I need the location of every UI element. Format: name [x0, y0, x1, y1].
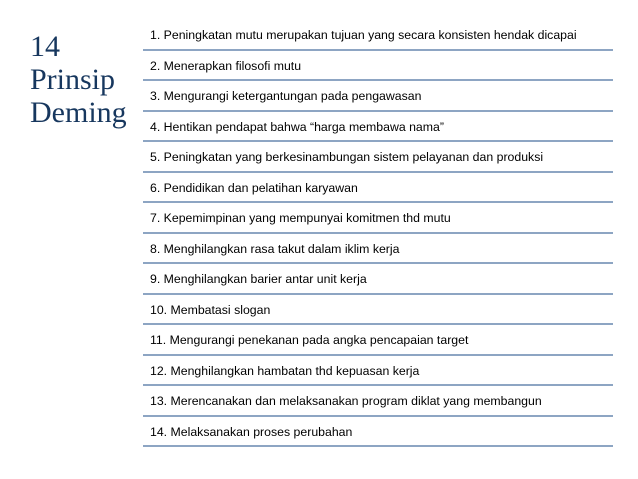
list-item: 11. Mengurangi penekanan pada angka pencapaian target: [143, 325, 613, 356]
list-item: 3. Mengurangi ketergantungan pada pengawasan: [143, 81, 613, 112]
slide-title-line-2: Prinsip: [30, 63, 116, 96]
list-item: 2. Menerapkan filosofi mutu: [143, 51, 613, 82]
slide-title-line-1: 14: [30, 30, 60, 63]
list-item: 5. Peningkatan yang berkesinambungan sistem pelayanan dan produksi: [143, 142, 613, 173]
list-item: 1. Peningkatan mutu merupakan tujuan yang secara konsisten hendak dicapai: [143, 20, 613, 51]
list-item: 4. Hentikan pendapat bahwa “harga membawa nama”: [143, 112, 613, 143]
list-item: 8. Menghilangkan rasa takut dalam iklim kerja: [143, 234, 613, 265]
list-item: 12. Menghilangkan hambatan thd kepuasan kerja: [143, 356, 613, 387]
slide-title-line-3: Deming: [30, 96, 127, 129]
list-item: 10. Membatasi slogan: [143, 295, 613, 326]
list-item: 13. Merencanakan dan melaksanakan program diklat yang membangun: [143, 386, 613, 417]
list-item: 7. Kepemimpinan yang mempunyai komitmen thd mutu: [143, 203, 613, 234]
list-item: 14. Melaksanakan proses perubahan: [143, 417, 613, 448]
list-item: 9. Menghilangkan barier antar unit kerja: [143, 264, 613, 295]
list-item: 6. Pendidikan dan pelatihan karyawan: [143, 173, 613, 204]
slide-title: [30, 30, 140, 129]
principles-list: [143, 20, 613, 447]
